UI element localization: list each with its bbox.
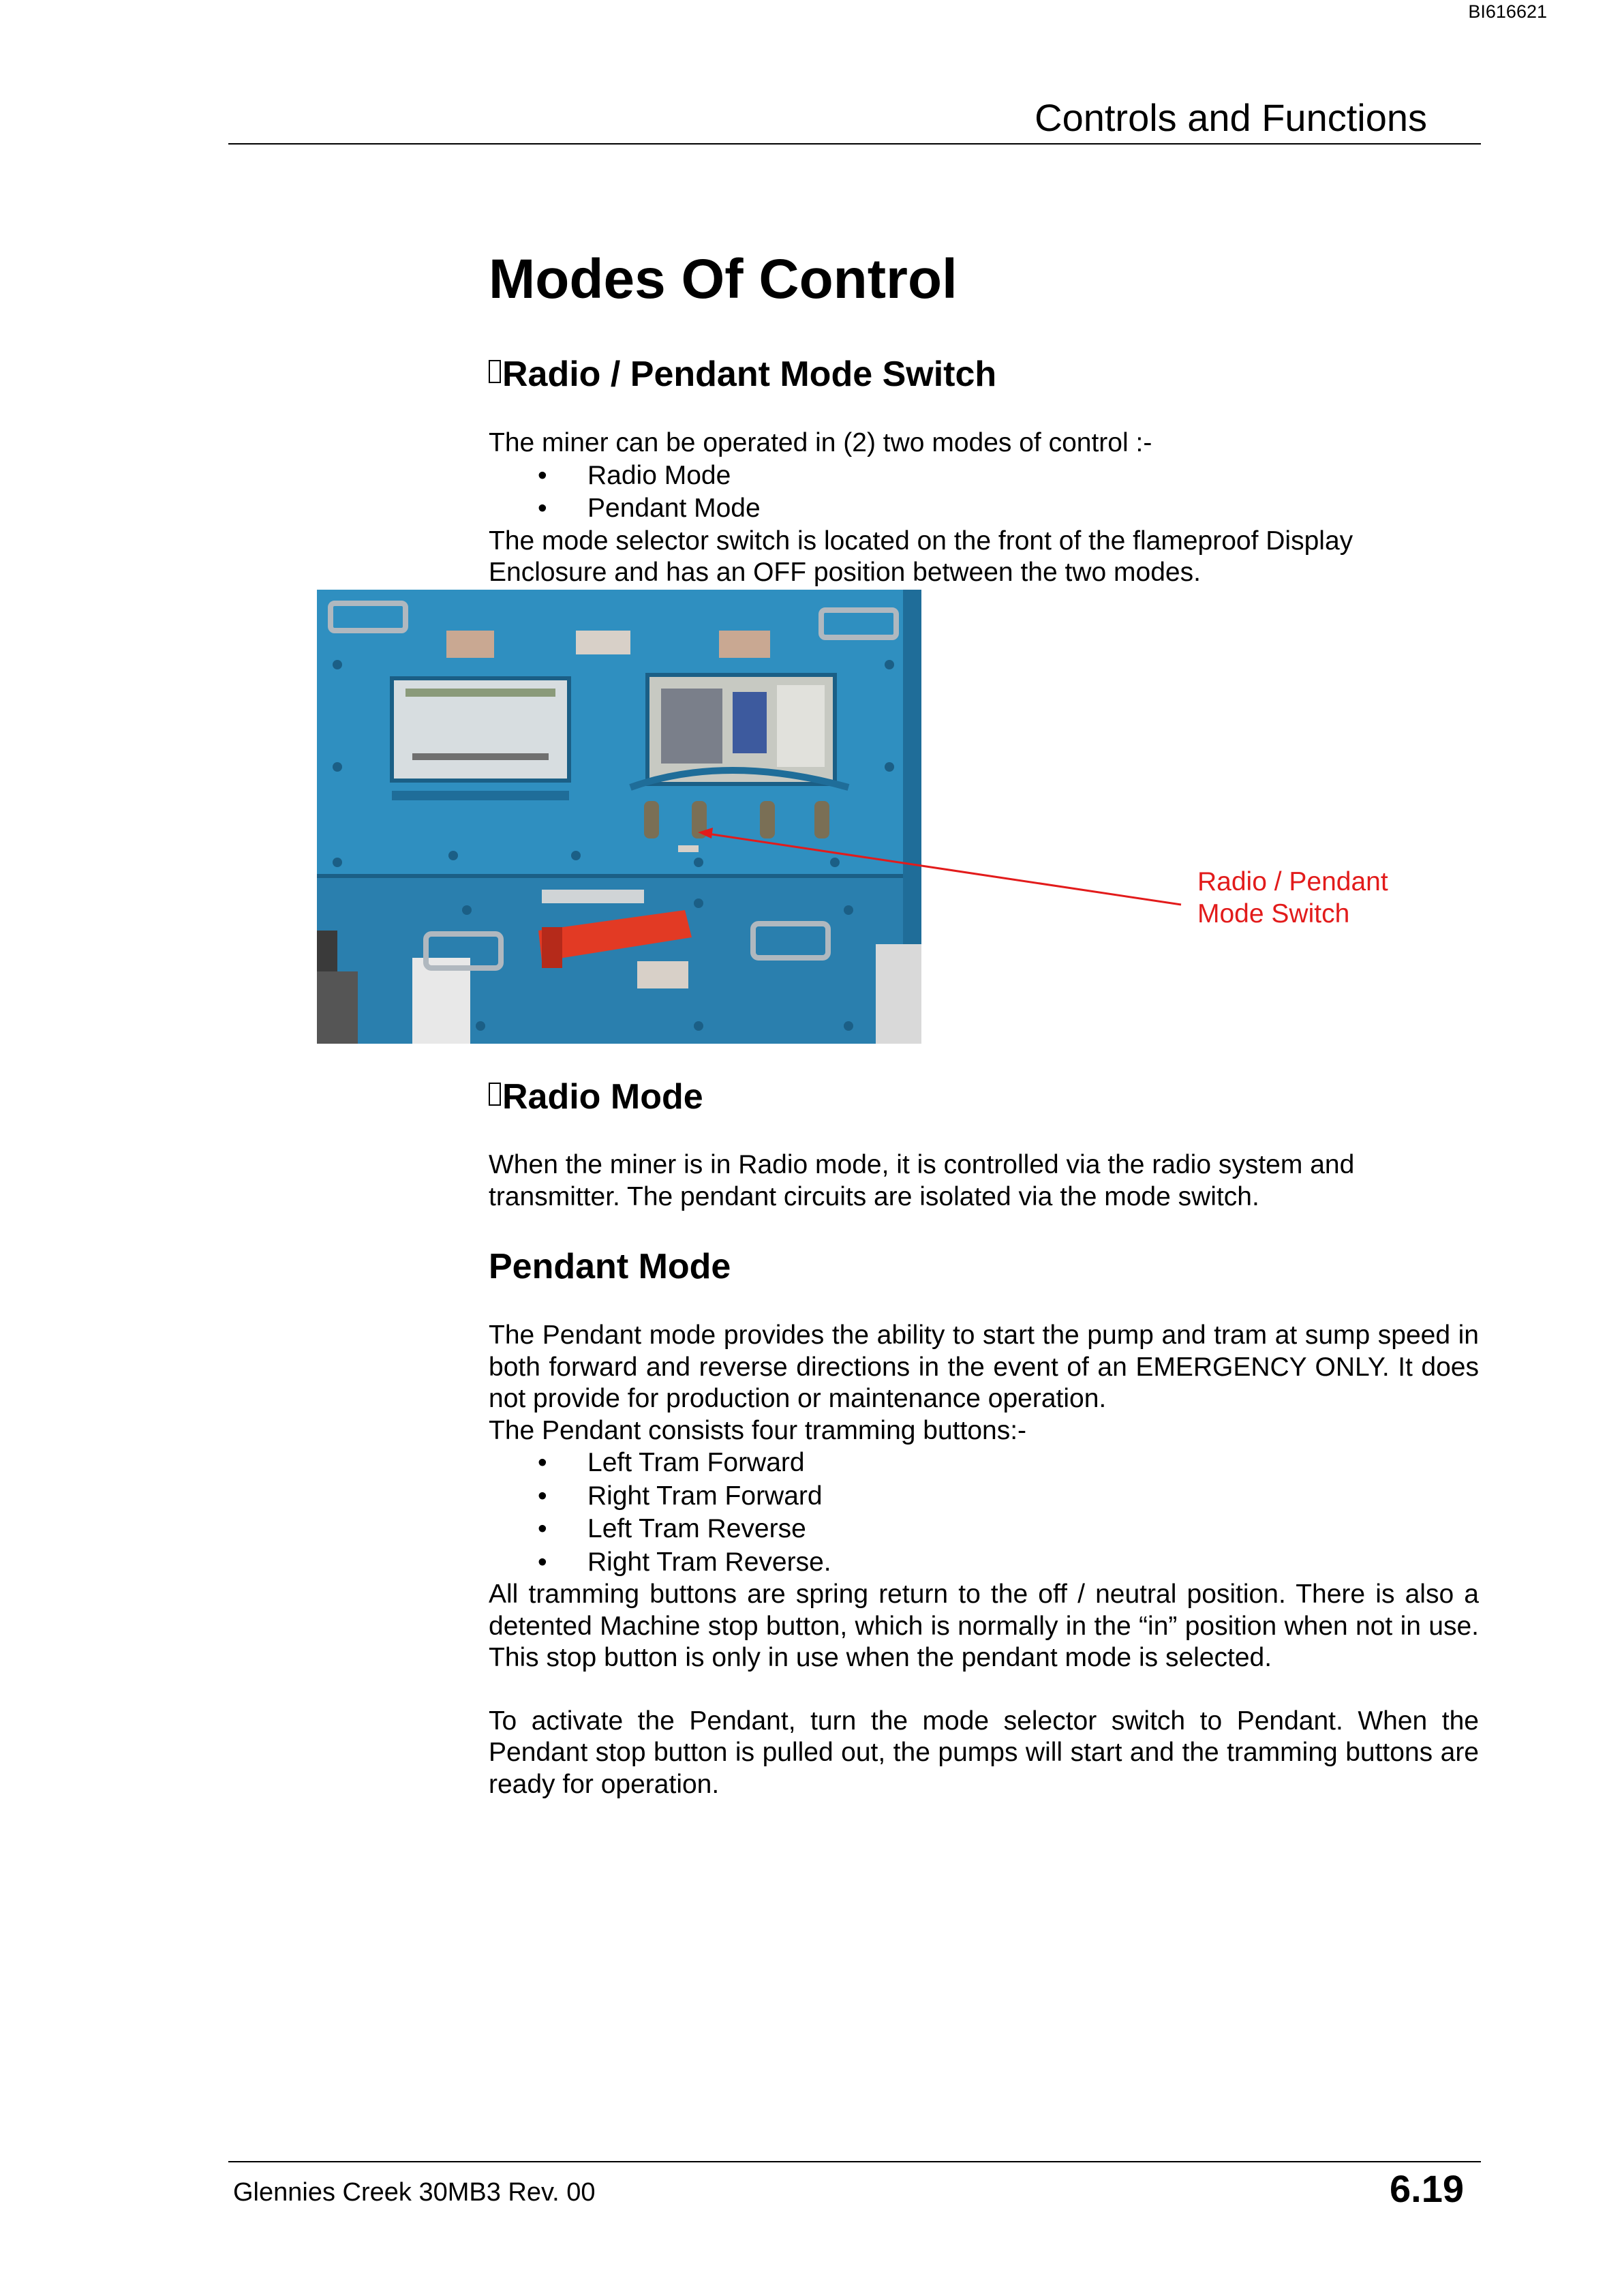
missing-glyph-icon xyxy=(489,1083,501,1106)
list-item: • Left Tram Reverse xyxy=(489,1513,1479,1546)
tramming-buttons-list xyxy=(489,1447,1479,1579)
radio-mode-text: When the miner is in Radio mode, it is controlled via the radio system and transmitter. The pendant circuits are isolated via the mode switch. xyxy=(489,1150,1355,1211)
mode-switch-intro: The miner can be operated in (2) two modes of control :- xyxy=(489,428,1152,457)
list-item: • Left Tram Forward xyxy=(489,1447,1479,1480)
heading-mode-switch: Radio / Pendant Mode Switch xyxy=(489,353,1479,395)
page-number: 6.19 xyxy=(1390,2167,1464,2210)
list-item: • Right Tram Forward xyxy=(489,1480,1479,1513)
figure-callout xyxy=(1197,866,1388,930)
document-id: BI616621 xyxy=(1468,1,1547,22)
tramming-buttons-note: All tramming buttons are spring return to the off / neutral position. There is also a detented Machine stop button, which is normally in the “in” position when not in use. This stop button is only in use when the pendant mode is selected. xyxy=(489,1580,1479,1672)
header-title: Controls and Functions xyxy=(1035,96,1427,139)
footer-document-name: Glennies Creek 30MB3 Rev. 00 xyxy=(233,2178,596,2207)
list-item: • Radio Mode xyxy=(489,459,1479,493)
pendant-mode-text: The Pendant mode provides the ability to start the pump and tram at sump speed in both forward and reverse directions in the event of an EMERGENCY ONLY. It does not provide for production or maintenance operation. xyxy=(489,1320,1479,1413)
pendant-activation-text: To activate the Pendant, turn the mode selector switch to Pendant. When the Pendant stop button is pulled out, the pumps will start and the tramming buttons are ready for operation. xyxy=(489,1706,1479,1799)
callout-line: Mode Switch xyxy=(1197,899,1350,928)
list-item: • Pendant Mode xyxy=(489,492,1479,526)
pendant-mode-body xyxy=(489,1320,1479,1800)
mode-switch-location: The mode selector switch is located on the front of the flameproof Display Enclosure and has an OFF position between the two modes. xyxy=(489,526,1353,587)
pendant-buttons-intro: The Pendant consists four tramming buttons:- xyxy=(489,1415,1027,1445)
heading-pendant-mode: Pendant Mode xyxy=(489,1247,731,1286)
heading-radio-mode: Radio Mode xyxy=(489,1076,1479,1118)
footer-rule xyxy=(228,2161,1481,2162)
list-item: • Right Tram Reverse. xyxy=(489,1546,1479,1580)
callout-line: Radio / Pendant xyxy=(1197,867,1388,896)
page-title: Modes Of Control xyxy=(489,248,958,310)
